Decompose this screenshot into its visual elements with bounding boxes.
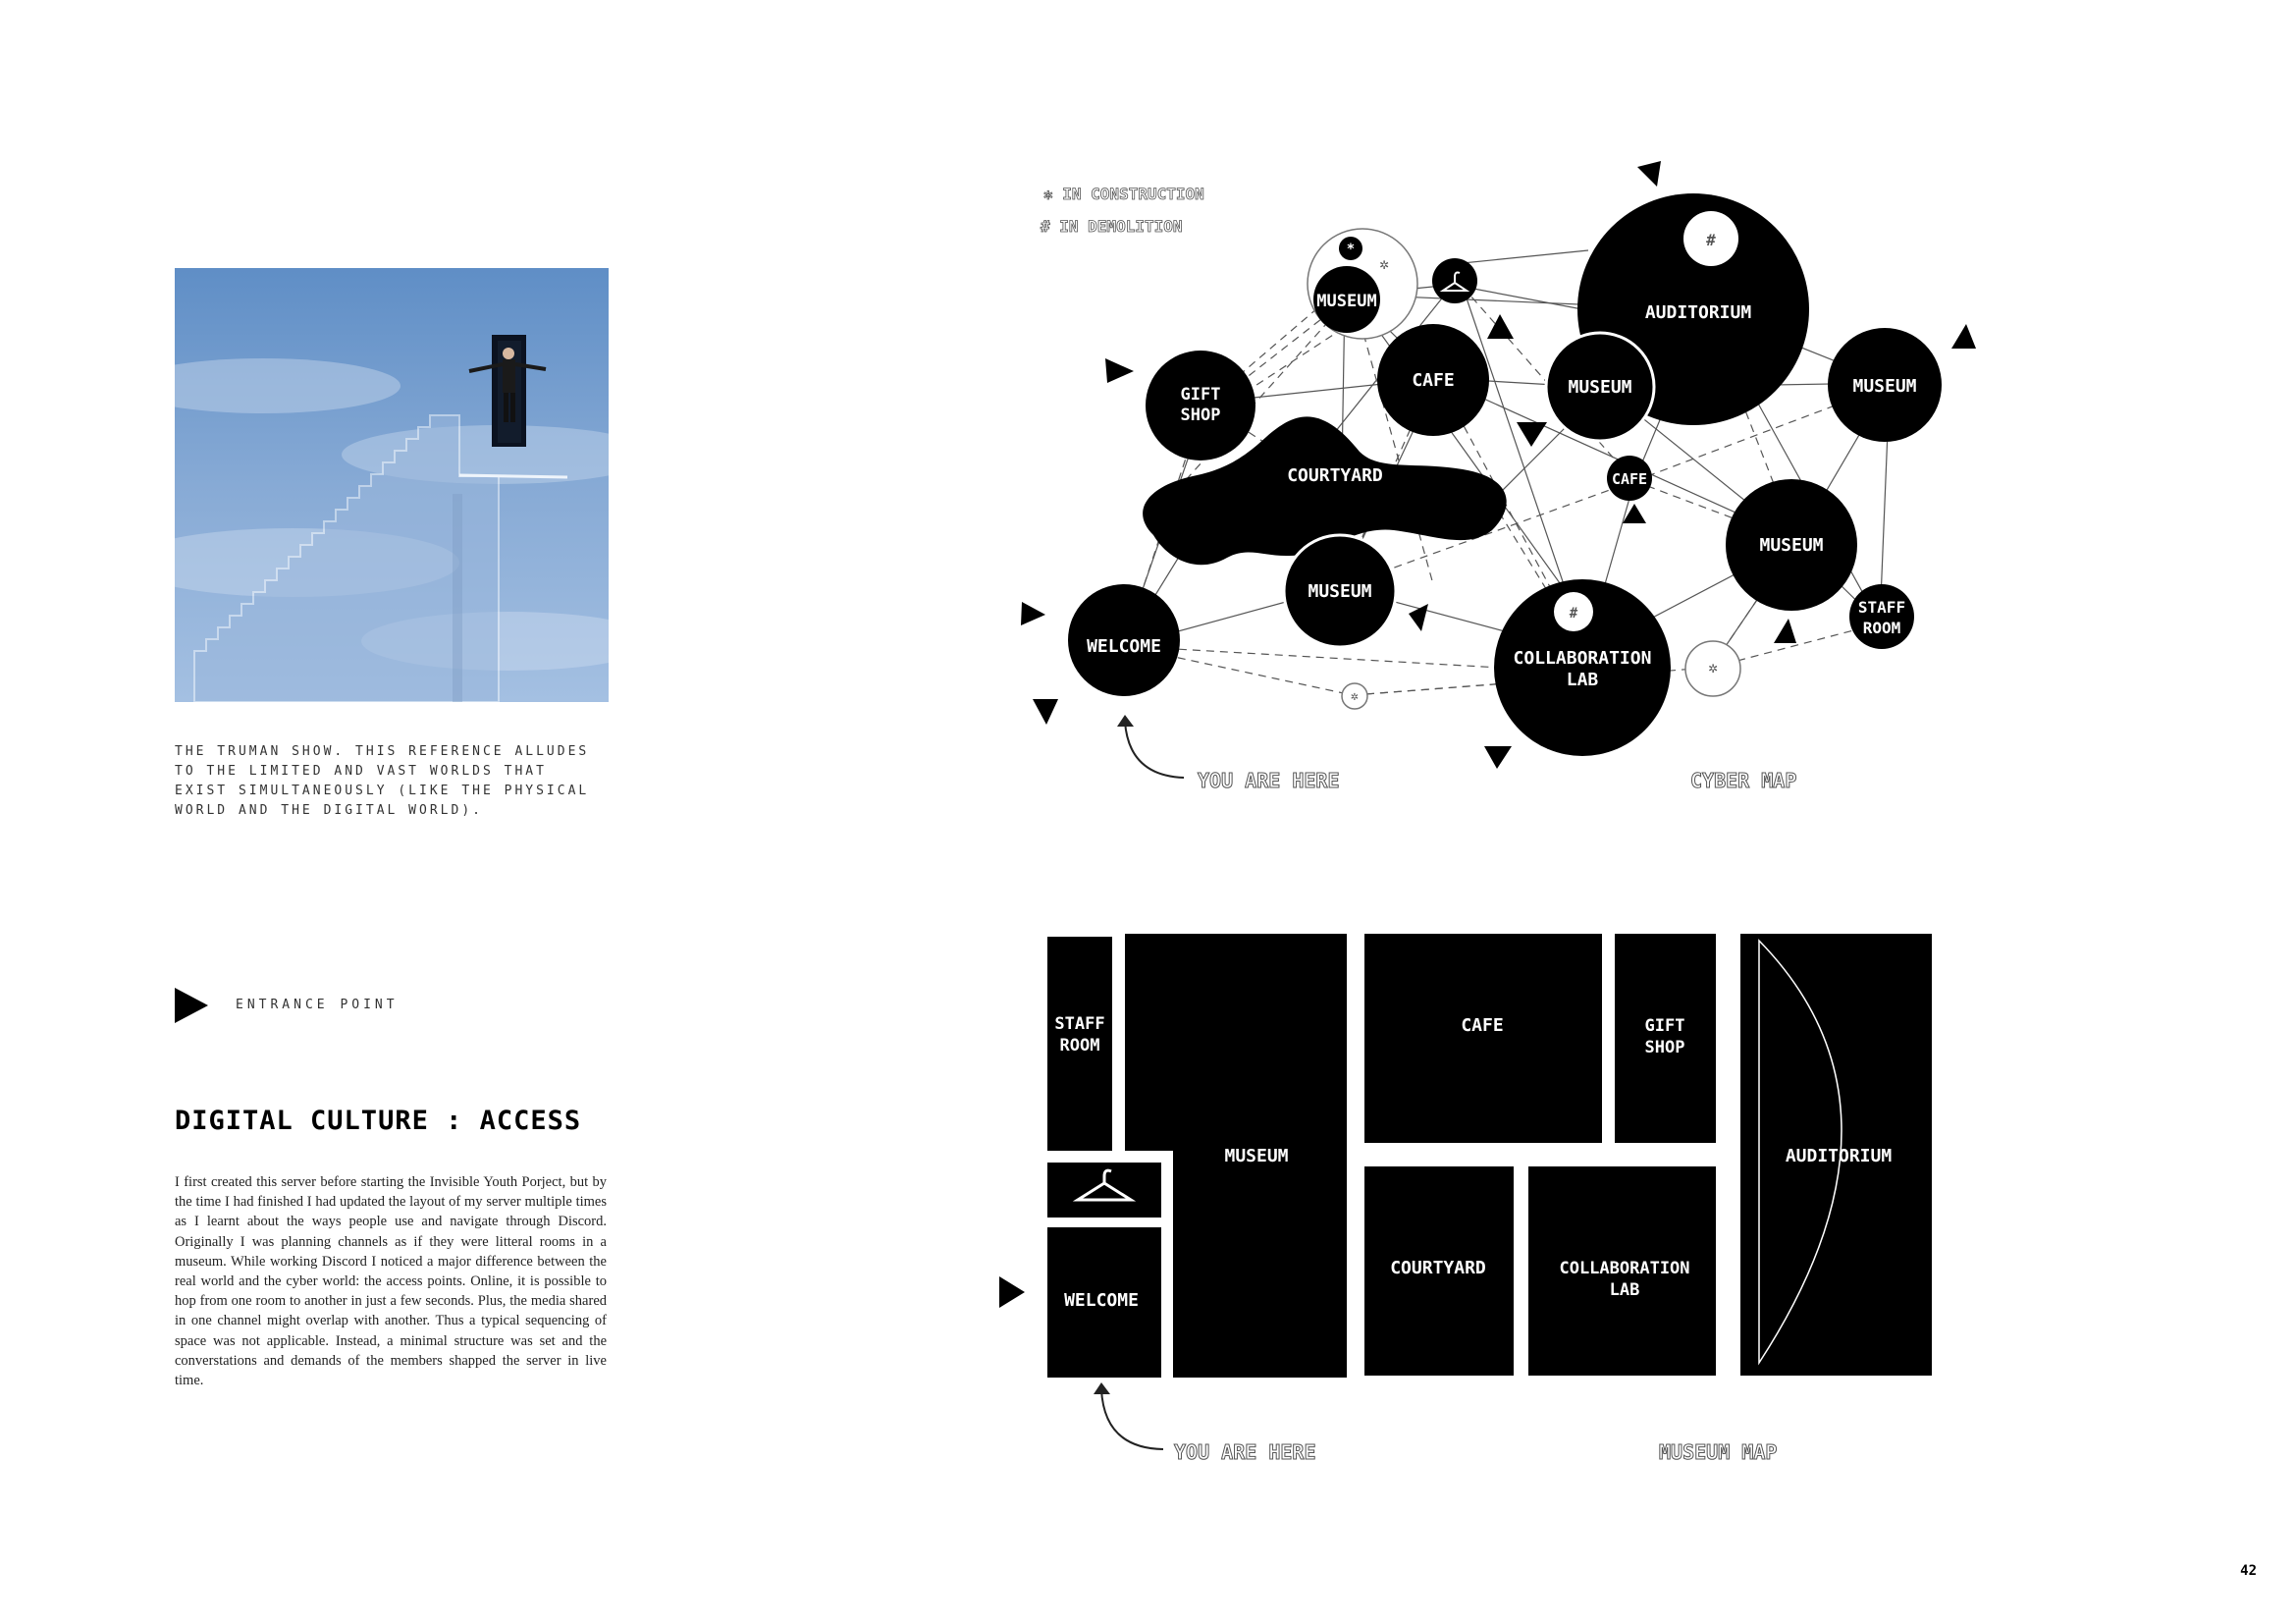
label-shop-2: SHOP bbox=[1644, 1038, 1685, 1057]
entrance-triangle bbox=[1623, 504, 1646, 523]
label-staff-2: STAFF bbox=[1054, 1014, 1105, 1034]
museum-entrance-triangle bbox=[999, 1276, 1025, 1308]
label-courtyard-2: COURTYARD bbox=[1390, 1258, 1486, 1278]
label-room: ROOM bbox=[1862, 619, 1901, 637]
label-collaboration-2: COLLABORATION bbox=[1559, 1259, 1690, 1278]
entrance-triangle bbox=[1033, 699, 1058, 725]
label-gift-shop-2: SHOP bbox=[1180, 406, 1221, 425]
label-gift-shop-1: GIFT bbox=[1180, 385, 1221, 405]
arrowhead-icon bbox=[1117, 715, 1134, 727]
label-gift-2: GIFT bbox=[1644, 1016, 1685, 1036]
construction-small-icon: ✲ bbox=[1379, 258, 1390, 272]
legend-in-demolition: # IN DEMOLITION bbox=[1041, 217, 1183, 236]
arrowhead-icon-2 bbox=[1094, 1382, 1110, 1394]
entrance-triangle bbox=[1951, 324, 1976, 349]
hash-icon-2: # bbox=[1569, 606, 1578, 622]
label-museum-low: MUSEUM bbox=[1308, 581, 1372, 602]
construction-small-icon-3: ✲ bbox=[1350, 692, 1360, 703]
entrance-triangle bbox=[1021, 602, 1045, 625]
entrance-triangle bbox=[1105, 358, 1134, 383]
museum-map-title: MUSEUM MAP bbox=[1659, 1440, 1778, 1464]
section-heading: DIGITAL CULTURE : ACCESS bbox=[175, 1106, 582, 1136]
entrance-triangle bbox=[1517, 422, 1547, 447]
hash-icon: # bbox=[1706, 231, 1716, 249]
entrance-triangle bbox=[1484, 746, 1512, 769]
you-are-here-arrow-2 bbox=[1101, 1389, 1163, 1449]
room-cafe[interactable] bbox=[1364, 934, 1602, 1143]
label-auditorium: AUDITORIUM bbox=[1644, 302, 1752, 323]
cyber-map-title: CYBER MAP bbox=[1690, 769, 1797, 792]
label-museum-top: MUSEUM bbox=[1316, 292, 1377, 311]
label-museum-right: MUSEUM bbox=[1852, 376, 1917, 397]
cyber-map-nodes bbox=[1068, 193, 1942, 756]
label-collaboration: COLLABORATION bbox=[1513, 648, 1652, 669]
body-paragraph: I first created this server before starting the Invisible Youth Porject, but by the time I had finished I had updated the layout of my server multiple times as I learnt about the ways people use and navigate through Discord. Originally I was planning channels as if they were litteral rooms in a museum. While working Discord I noticed a major difference between the real world and the cyber world: the access points. Online, it is possible to hop from one room to another in just a few seconds. Plus, the media shared in one channel might overlap with another. Thus a typical sequencing of space was not applicable. Instead, a minimal structure was set and the converstations and demands of the members shapped the server in live time. bbox=[175, 1174, 607, 1389]
cyber-you-are-here: YOU ARE HERE bbox=[1198, 769, 1340, 792]
construction-small-icon-2: ✲ bbox=[1707, 662, 1719, 676]
entrance-point-label: ENTRANCE POINT bbox=[236, 998, 399, 1012]
label-staff: STAFF bbox=[1857, 598, 1906, 617]
photo-caption: THE TRUMAN SHOW. THIS REFERENCE ALLUDES TO THE LIMITED AND VAST WORLDS THAT EXIST SIMULTANEOUSLY (LIKE THE PHYSICAL WORLD AND THE DIGITAL WORLD). bbox=[175, 744, 590, 818]
label-lab-2: LAB bbox=[1609, 1280, 1640, 1300]
label-auditorium-2: AUDITORIUM bbox=[1785, 1146, 1893, 1166]
museum-you-are-here: YOU ARE HERE bbox=[1174, 1440, 1316, 1464]
page-number: 42 bbox=[2240, 1563, 2257, 1579]
entrance-triangle bbox=[1774, 619, 1796, 643]
label-welcome-2: WELCOME bbox=[1064, 1290, 1139, 1311]
entrance-triangle bbox=[1487, 314, 1514, 339]
asterisk-icon: * bbox=[1346, 242, 1356, 257]
label-museum-2: MUSEUM bbox=[1224, 1146, 1289, 1166]
label-room-2: ROOM bbox=[1059, 1036, 1100, 1056]
node-staff-room[interactable] bbox=[1849, 584, 1914, 649]
legend-in-construction: ✲ IN CONSTRUCTION bbox=[1043, 185, 1204, 203]
label-cafe: CAFE bbox=[1412, 370, 1455, 391]
entrance-triangle bbox=[1637, 161, 1661, 187]
label-museum-mid: MUSEUM bbox=[1568, 377, 1632, 398]
label-cafe-small: CAFE bbox=[1611, 470, 1648, 488]
you-are-here-arrow bbox=[1125, 722, 1184, 778]
label-lab: LAB bbox=[1566, 670, 1599, 690]
label-museum-east: MUSEUM bbox=[1759, 535, 1824, 556]
label-courtyard: COURTYARD bbox=[1287, 465, 1383, 486]
label-cafe-2: CAFE bbox=[1461, 1015, 1504, 1036]
label-welcome: WELCOME bbox=[1087, 636, 1161, 657]
